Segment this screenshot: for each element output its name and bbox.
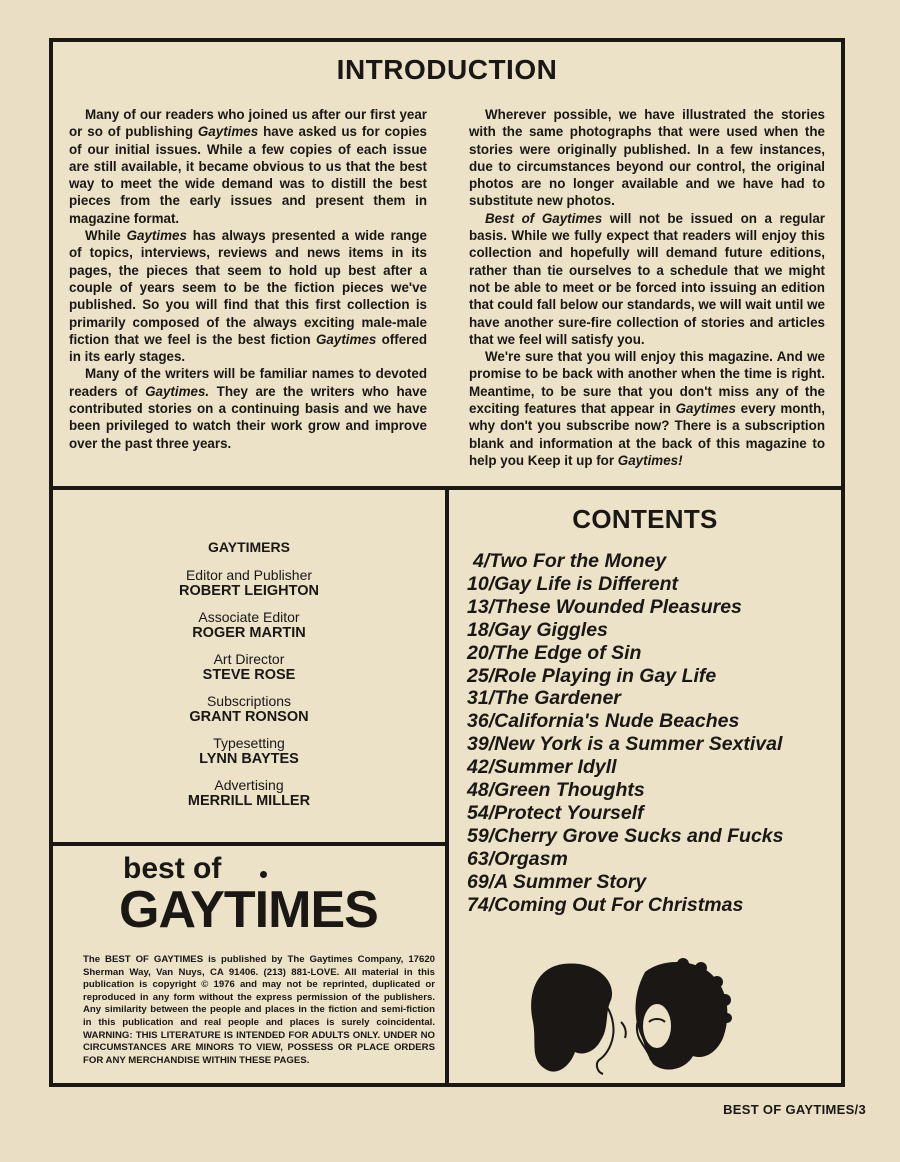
contents-list	[467, 550, 839, 917]
contents-item: 13/These Wounded Pleasures	[467, 595, 742, 618]
paragraph-text: have asked us for copies of our initial issues. While a few copies of each issue are still available, it became obvious to us that the best way to meet the wide demand was to distill the best pieces from the early issues and present them in magazine format.	[69, 124, 427, 226]
paragraph-text: Wherever possible, we have illustrated the stories with the same photographs that were used when the stories were originally published. In a few instances, due to circumstances beyond our control, the original photos are no longer available and we have had to substitute new photos.	[469, 107, 825, 209]
introduction-left-column	[69, 106, 427, 452]
staff-role: Typesetting	[213, 735, 285, 751]
masthead-box	[53, 846, 449, 1083]
logo-best-of: best of	[123, 852, 222, 885]
intro-paragraph	[469, 106, 825, 210]
paragraph-text: While	[85, 228, 127, 244]
contents-item: 54/Protect Yourself	[467, 801, 644, 824]
magazine-name-italic: Best of Gaytimes	[485, 210, 603, 226]
staff-box	[53, 486, 449, 846]
contents-item: 4/Two For the Money	[473, 550, 667, 572]
legal-notice: The BEST OF GAYTIMES is published by The Gaytimes Company, 17620 Sherman Way, Van Nuys, CA 91406. (213) 881-LOVE. All material in this publication is copyright © 1976 and may not be reprinted, duplicated or reproduced in any form without the express permission of the publishers. Any similarity between the people and places in the fiction and semi-fiction in this publication and real people and places is surely coincidental. WARNING: THIS LITERATURE IS INTENDED FOR ADULTS ONLY. UNDER NO CIRCUMSTANCES ARE MINORS TO VIEW, POSSESS OR PLACE ORDERS FOR ANY MERCHANDISE WITHIN THESE PAGES.	[83, 954, 435, 1066]
staff-name: MERRILL MILLER	[187, 793, 311, 809]
paragraph-text: Many of the writers will be familiar names to devoted readers of	[69, 366, 427, 399]
contents-item: 42/Summer Idyll	[467, 756, 617, 779]
contents-item: 59/Cherry Grove Sucks and Fucks	[467, 824, 784, 847]
logo-gaytimes: GAYTIMES	[119, 881, 378, 939]
paragraph-text: Many of our readers who joined us after our first year or so of publishing	[69, 107, 427, 140]
staff-role: Editor and Publisher	[185, 567, 313, 583]
introduction-title: INTRODUCTION	[336, 54, 558, 85]
contents-item: 20/The Edge of Sin	[467, 641, 642, 664]
paragraph-text: will not be issued on a regular basis. While we fully expect that readers will enjoy this collection and hopefully will demand future editions, rather than tie ourselves to a schedule that we might not be able to meet or be forced into issuing an edition that could fall below our standards, we will wait until we have another sure-fire collection of stories and articles that we feel will satisfy you.	[469, 210, 825, 347]
paragraph-text: They are the writers who have contributed stories on a continuing basis and we have been privileged to watch their work grow and improve over the past three years.	[69, 383, 427, 451]
contents-item: 36/California's Nude Beaches	[467, 710, 740, 733]
staff-heading: GAYTIMERS	[208, 539, 290, 555]
contents-item: 48/Green Thoughts	[467, 779, 645, 802]
paragraph-text: every month, why don't you subscribe now? There is a subscription blank and information at the back of this magazine to help you Keep it up for	[469, 401, 825, 468]
contents-item: 74/Coming Out For Christmas	[467, 893, 744, 916]
contents-item: 31/The Gardener	[467, 687, 621, 710]
magazine-name-italic: Gaytimes	[197, 124, 259, 140]
magazine-name-italic: Gaytimes	[316, 331, 377, 347]
page-frame	[49, 38, 845, 1087]
introduction-section	[53, 42, 841, 490]
magazine-name-italic: Gaytimes	[126, 228, 187, 244]
paragraph-text: offered in its early stages.	[69, 331, 427, 365]
intro-paragraph	[69, 227, 427, 365]
staff-name: ROGER MARTIN	[192, 625, 306, 641]
intro-paragraph	[469, 348, 825, 469]
staff-name: LYNN BAYTES	[199, 751, 299, 767]
contents-section	[449, 486, 841, 1083]
contents-item: 10/Gay Life is Different	[467, 572, 678, 595]
staff-name: STEVE ROSE	[202, 667, 296, 683]
page-footer: BEST OF GAYTIMES/3	[723, 1102, 866, 1117]
logo-dot	[260, 871, 267, 878]
contents-item: 25/Role Playing in Gay Life	[467, 664, 717, 687]
contents-item: 18/Gay Giggles	[467, 618, 608, 641]
introduction-right-column	[469, 106, 825, 469]
paragraph-text: has always presented a wide range of topics, interviews, reviews and news items in its pages, the pieces that seem to hold up best after a couple of years seem to be the fiction pieces we've published. So you will find that this first collection is primarily composed of the always exciting male-male fiction that we feel is the best fiction	[69, 228, 427, 347]
contents-item: 69/A Summer Story	[467, 870, 647, 893]
contents-title: CONTENTS	[572, 504, 718, 534]
intro-paragraph	[69, 106, 427, 227]
staff-role: Subscriptions	[206, 693, 292, 709]
magazine-name-italic: Gaytimes.	[145, 383, 210, 399]
intro-paragraph	[69, 365, 427, 451]
paragraph-text: We're sure that you will enjoy this magazine. And we promise to be back with another when the time is right. Meantime, to be sure that you don't miss any of the exciting features that appear in	[469, 349, 825, 417]
contents-item: 39/New York is a Summer Sextival	[467, 733, 783, 756]
kissing-couple-illustration	[525, 952, 735, 1082]
staff-role: Art Director	[213, 651, 285, 667]
contents-item: 63/Orgasm	[467, 847, 568, 870]
staff-name: ROBERT LEIGHTON	[179, 583, 319, 599]
staff-role: Associate Editor	[198, 609, 300, 625]
intro-paragraph	[469, 210, 825, 348]
staff-list	[53, 539, 445, 819]
staff-role: Advertising	[214, 777, 284, 793]
magazine-name-italic: Gaytimes!	[617, 452, 683, 468]
staff-name: GRANT RONSON	[189, 709, 309, 725]
magazine-name-italic: Gaytimes	[675, 401, 736, 417]
